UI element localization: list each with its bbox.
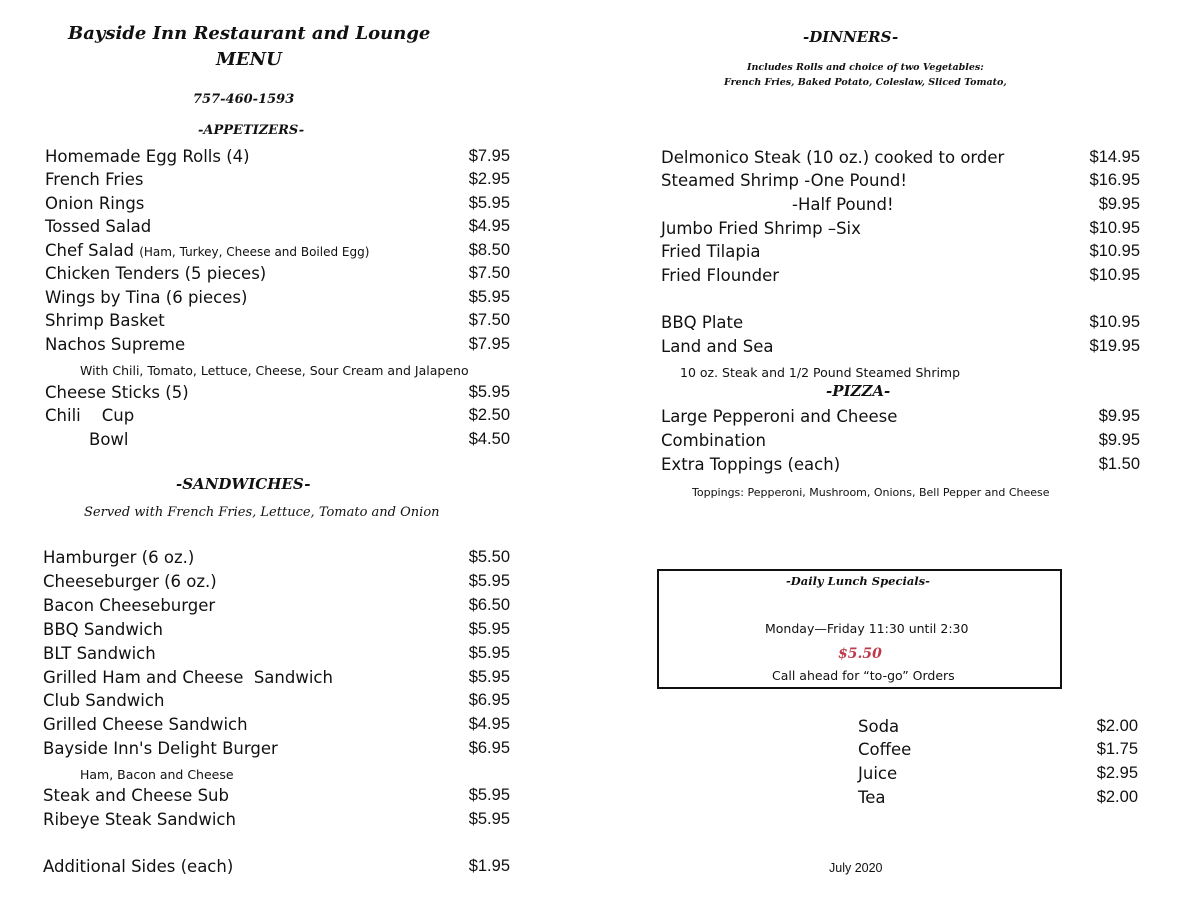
phone-number: 757-460-1593 <box>193 92 295 107</box>
menu-title: MENU <box>216 49 282 70</box>
menu-item-price: $5.95 <box>468 383 510 401</box>
restaurant-title: Bayside Inn Restaurant and Lounge <box>68 23 431 44</box>
lunch-price: $5.50 <box>838 646 882 662</box>
drink-name: Tea <box>858 788 886 807</box>
menu-item-name-text: Chef Salad <box>45 241 134 260</box>
menu-item-price: $10.95 <box>1089 242 1140 260</box>
menu-item-name: Cheese Sticks (5) <box>45 383 189 402</box>
menu-item-price: $7.50 <box>468 311 510 329</box>
menu-item-name: Extra Toppings (each) <box>661 455 841 474</box>
drink-price: $2.00 <box>1096 788 1138 806</box>
call-ahead-note: Call ahead for “to-go” Orders <box>772 668 955 683</box>
menu-item-name: Additional Sides (each) <box>43 857 234 876</box>
menu-item-price: $7.50 <box>468 264 510 282</box>
menu-item-name: Hamburger (6 oz.) <box>43 548 195 567</box>
menu-item-price: $5.95 <box>468 620 510 638</box>
menu-item-price: $10.95 <box>1089 313 1140 331</box>
drink-name: Juice <box>858 764 898 783</box>
menu-item-name: Tossed Salad <box>45 217 152 236</box>
lunch-specials-heading: -Daily Lunch Specials- <box>786 574 930 588</box>
menu-item-name: Ribeye Steak Sandwich <box>43 810 236 829</box>
menu-item-name: Wings by Tina (6 pieces) <box>45 288 248 307</box>
menu-item-name: Fried Flounder <box>661 266 780 285</box>
menu-item-name: Club Sandwich <box>43 691 165 710</box>
menu-item-price: $1.50 <box>1098 455 1140 473</box>
drink-price: $2.95 <box>1096 764 1138 782</box>
menu-item-name: BBQ Plate <box>661 313 744 332</box>
menu-item-price: $5.95 <box>468 194 510 212</box>
menu-item-price: $7.95 <box>468 147 510 165</box>
pizza-heading: -PIZZA- <box>826 382 891 400</box>
sandwiches-heading: -SANDWICHES- <box>176 475 311 493</box>
dinners-note-line2: French Fries, Baked Potato, Coleslaw, Sliced Tomato, <box>724 77 1007 88</box>
menu-item-price: $5.95 <box>468 572 510 590</box>
sandwiches-subheading: Served with French Fries, Lettuce, Tomato and Onion <box>84 505 440 520</box>
land-sea-note: 10 oz. Steak and 1/2 Pound Steamed Shrimp <box>680 365 961 380</box>
menu-item-price: $8.50 <box>468 241 510 259</box>
drink-price: $1.75 <box>1096 740 1138 758</box>
menu-item-price: $19.95 <box>1089 337 1140 355</box>
menu-item-name: Shrimp Basket <box>45 311 165 330</box>
menu-item-name: Steamed Shrimp -One Pound! <box>661 171 907 190</box>
menu-date: July 2020 <box>829 861 883 875</box>
menu-item-price: $1.95 <box>468 857 510 875</box>
menu-item-name: Fried Tilapia <box>661 242 761 261</box>
drink-name: Soda <box>858 717 900 736</box>
menu-item-price: $6.50 <box>468 596 510 614</box>
menu-item-name: Bacon Cheeseburger <box>43 596 216 615</box>
burger-note: Ham, Bacon and Cheese <box>80 767 234 782</box>
menu-item-price: $6.95 <box>468 691 510 709</box>
lunch-hours: Monday—Friday 11:30 until 2:30 <box>765 621 969 636</box>
menu-item-price: $4.95 <box>468 715 510 733</box>
menu-item-name: Jumbo Fried Shrimp –Six <box>661 219 861 238</box>
menu-item-price: $4.50 <box>468 430 510 448</box>
menu-item-name: Bayside Inn's Delight Burger <box>43 739 278 758</box>
menu-item-price: $9.95 <box>1098 407 1140 425</box>
menu-item-name: BLT Sandwich <box>43 644 156 663</box>
menu-item-price: $10.95 <box>1089 266 1140 284</box>
menu-item-price: $5.95 <box>468 810 510 828</box>
menu-item-price: $6.95 <box>468 739 510 757</box>
menu-item-price: $5.95 <box>468 668 510 686</box>
menu-item-price: $9.95 <box>1098 195 1140 213</box>
menu-item-price: $5.95 <box>468 786 510 804</box>
toppings-note: Toppings: Pepperoni, Mushroom, Onions, Bell Pepper and Cheese <box>692 486 1050 499</box>
menu-item-price: $14.95 <box>1089 148 1140 166</box>
appetizers-heading: -APPETIZERS- <box>198 123 305 138</box>
menu-item-name: Homemade Egg Rolls (4) <box>45 147 250 166</box>
menu-item-name: Land and Sea <box>661 337 774 356</box>
menu-item-name: Cheeseburger (6 oz.) <box>43 572 217 591</box>
menu-item-name: French Fries <box>45 170 144 189</box>
menu-item-name: Large Pepperoni and Cheese <box>661 407 898 426</box>
menu-item-name: Onion Rings <box>45 194 145 213</box>
menu-item-price: $10.95 <box>1089 219 1140 237</box>
menu-item-name: Chili Cup <box>45 406 135 425</box>
menu-item-price: $4.95 <box>468 217 510 235</box>
menu-item-name: Bowl <box>89 430 129 449</box>
menu-item-detail: (Ham, Turkey, Cheese and Boiled Egg) <box>139 245 370 259</box>
menu-item-name: BBQ Sandwich <box>43 620 163 639</box>
menu-item-price: $2.95 <box>468 170 510 188</box>
drink-price: $2.00 <box>1096 717 1138 735</box>
nachos-note: With Chili, Tomato, Lettuce, Cheese, Sour Cream and Jalapeno <box>80 363 469 378</box>
menu-item-name: Chicken Tenders (5 pieces) <box>45 264 267 283</box>
dinners-note-line1: Includes Rolls and choice of two Vegetables: <box>747 62 984 73</box>
dinners-heading: -DINNERS- <box>803 28 899 46</box>
menu-item-name: Nachos Supreme <box>45 335 186 354</box>
menu-item-price: $5.95 <box>468 644 510 662</box>
menu-item-name: Grilled Ham and Cheese Sandwich <box>43 668 333 687</box>
menu-item-price: $16.95 <box>1089 171 1140 189</box>
menu-item-price: $5.95 <box>468 288 510 306</box>
menu-item-price: $9.95 <box>1098 431 1140 449</box>
drink-name: Coffee <box>858 740 912 759</box>
menu-item-name <box>45 241 369 260</box>
menu-item-name: Grilled Cheese Sandwich <box>43 715 248 734</box>
menu-item-name: -Half Pound! <box>792 195 894 214</box>
menu-item-price: $5.50 <box>468 548 510 566</box>
menu-item-price: $7.95 <box>468 335 510 353</box>
menu-item-price: $2.50 <box>468 406 510 424</box>
menu-item-name: Combination <box>661 431 766 450</box>
menu-item-name: Steak and Cheese Sub <box>43 786 229 805</box>
menu-item-name: Delmonico Steak (10 oz.) cooked to order <box>661 148 1005 167</box>
